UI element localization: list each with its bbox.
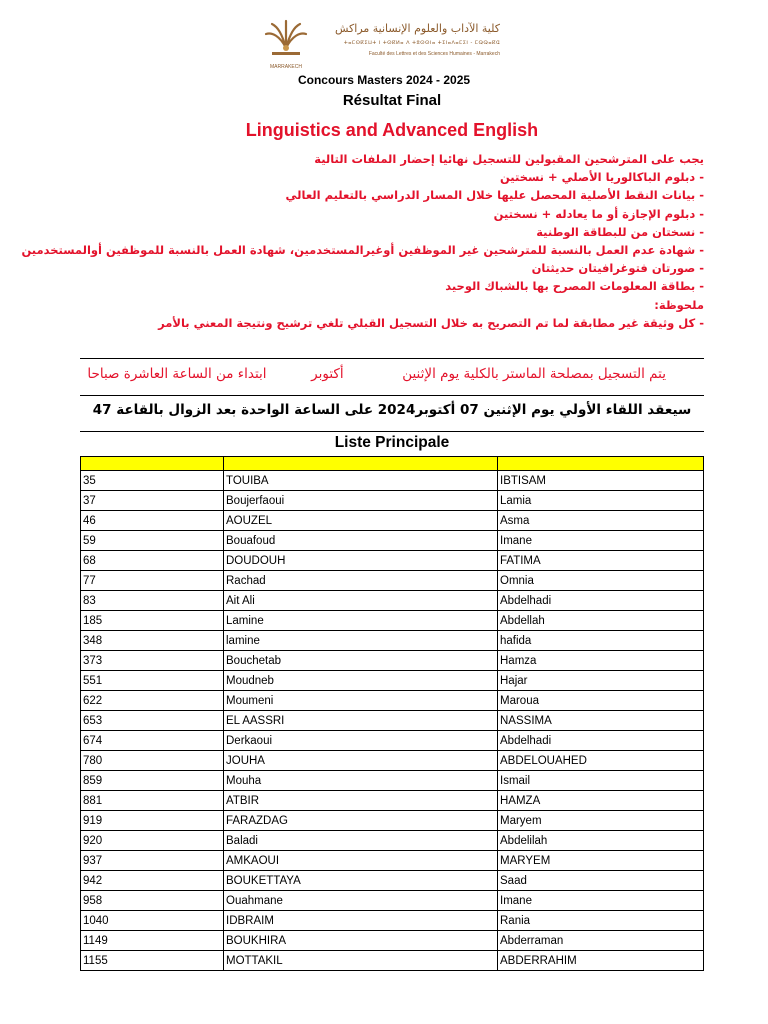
table-row	[81, 751, 704, 771]
row-number-cell: 859	[81, 771, 224, 791]
row-number-cell: 59	[81, 531, 224, 551]
result-title: Résultat Final	[342, 92, 442, 109]
header-cell	[498, 457, 704, 471]
row-number-cell: 958	[81, 891, 224, 911]
row-number-cell: 919	[81, 811, 224, 831]
list-title: Liste Principale	[334, 434, 450, 451]
notes-item: - شهادة عدم العمل بالنسبة للمترشحين غير الموظفين أوغيرالمستخدمين، شهادة العمل بالنسبة للموظفين أوالمستخدمين	[21, 243, 704, 258]
row-number-cell: 1040	[81, 911, 224, 931]
meeting-notice: سيعقد اللقاء الأولي يوم الإثنين 07 أكتوبر2024 على الساعة الواحدة بعد الزوال بالقاعة 47	[92, 402, 692, 418]
first-name-cell: Maryem	[498, 811, 704, 831]
last-name-cell: Derkaoui	[224, 731, 498, 751]
table-row	[81, 531, 704, 551]
table-row	[81, 571, 704, 591]
row-number-cell: 1155	[81, 951, 224, 971]
last-name-cell: Moumeni	[224, 691, 498, 711]
logo-arabic-name: كلية الآداب والعلوم الإنسانية مراكش	[335, 22, 500, 35]
table-row	[81, 771, 704, 791]
first-name-cell: Hamza	[498, 651, 704, 671]
last-name-cell: IDBRAIM	[224, 911, 498, 931]
table-row	[81, 811, 704, 831]
last-name-cell: JOUHA	[224, 751, 498, 771]
first-name-cell: MARYEM	[498, 851, 704, 871]
first-name-cell: Hajar	[498, 671, 704, 691]
first-name-cell: hafida	[498, 631, 704, 651]
table-row	[81, 931, 704, 951]
header-cell	[81, 457, 224, 471]
last-name-cell: Ouahmane	[224, 891, 498, 911]
table-row	[81, 591, 704, 611]
table-row	[81, 891, 704, 911]
last-name-cell: Bouchetab	[224, 651, 498, 671]
first-name-cell: Omnia	[498, 571, 704, 591]
first-name-cell: IBTISAM	[498, 471, 704, 491]
last-name-cell: AMKAOUI	[224, 851, 498, 871]
last-name-cell: Mouha	[224, 771, 498, 791]
registration-month: أكتوبر	[311, 366, 344, 382]
first-name-cell: Maroua	[498, 691, 704, 711]
first-name-cell: ABDERRAHIM	[498, 951, 704, 971]
row-number-cell: 373	[81, 651, 224, 671]
last-name-cell: TOUIBA	[224, 471, 498, 491]
first-name-cell: Abdelhadi	[498, 591, 704, 611]
last-name-cell: ATBIR	[224, 791, 498, 811]
row-number-cell: 35	[81, 471, 224, 491]
table-row	[81, 911, 704, 931]
table-header-row	[81, 457, 704, 471]
last-name-cell: lamine	[224, 631, 498, 651]
palm-logo-icon	[262, 18, 310, 70]
required-documents-notes	[21, 150, 704, 332]
table-row	[81, 951, 704, 971]
last-name-cell: Ait Ali	[224, 591, 498, 611]
logo-tifinagh-name: ⵜⴰⵎⵙⴽⵉⵡⵜ ⵏ ⵜⵙⴽⵍⴰ ⴷ ⵜⵓⵙⵙⵏⴰ ⵜⵉⵏⴰⴷⴰⵎⵉⵏ - ⵎⵕⵕⴰⴽⵛ	[343, 40, 500, 46]
registration-text-2: ابتداء من الساعة العاشرة صباحا	[87, 366, 267, 382]
table-row	[81, 871, 704, 891]
table-row	[81, 671, 704, 691]
first-name-cell: Abdellah	[498, 611, 704, 631]
logo-french-name: Faculté des Lettres et des Sciences Humaines - Marrakech	[368, 51, 500, 57]
first-name-cell: HAMZA	[498, 791, 704, 811]
row-number-cell: 881	[81, 791, 224, 811]
first-name-cell: ABDELOUAHED	[498, 751, 704, 771]
header-cell	[224, 457, 498, 471]
first-name-cell: Ismail	[498, 771, 704, 791]
notes-item: - دبلوم الإجازة أو ما يعادله + نسختين	[493, 206, 704, 221]
logo-city: MARRAKECH	[270, 64, 302, 70]
row-number-cell: 68	[81, 551, 224, 571]
first-name-cell: FATIMA	[498, 551, 704, 571]
first-name-cell: Saad	[498, 871, 704, 891]
table-row	[81, 731, 704, 751]
row-number-cell: 920	[81, 831, 224, 851]
table-row	[81, 691, 704, 711]
results-table	[80, 456, 704, 971]
table-row	[81, 551, 704, 571]
table-row	[81, 851, 704, 871]
last-name-cell: Lamine	[224, 611, 498, 631]
last-name-cell: MOTTAKIL	[224, 951, 498, 971]
row-number-cell: 551	[81, 671, 224, 691]
table-row	[81, 471, 704, 491]
table-row	[81, 511, 704, 531]
row-number-cell: 83	[81, 591, 224, 611]
registration-notice	[87, 366, 666, 382]
table-row	[81, 611, 704, 631]
last-name-cell: Moudneb	[224, 671, 498, 691]
table-row	[81, 711, 704, 731]
first-name-cell: Abdelilah	[498, 831, 704, 851]
last-name-cell: FARAZDAG	[224, 811, 498, 831]
table-row	[81, 651, 704, 671]
last-name-cell: Boujerfaoui	[224, 491, 498, 511]
first-name-cell: Lamia	[498, 491, 704, 511]
first-name-cell: Rania	[498, 911, 704, 931]
registration-text-1: يتم التسجيل بمصلحة الماستر بالكلية يوم الإثنين	[402, 366, 666, 382]
row-number-cell: 185	[81, 611, 224, 631]
last-name-cell: DOUDOUH	[224, 551, 498, 571]
divider	[80, 395, 704, 396]
notes-item: - بطاقة المعلومات المصرح بها بالشباك الوحيد	[445, 279, 704, 294]
table-row	[81, 831, 704, 851]
last-name-cell: AOUZEL	[224, 511, 498, 531]
table-row	[81, 491, 704, 511]
first-name-cell: Abderraman	[498, 931, 704, 951]
first-name-cell: NASSIMA	[498, 711, 704, 731]
notes-item: - صورتان فتوغرافيتان حديثتان	[531, 261, 704, 276]
row-number-cell: 77	[81, 571, 224, 591]
last-name-cell: BOUKETTAYA	[224, 871, 498, 891]
row-number-cell: 348	[81, 631, 224, 651]
table-row	[81, 791, 704, 811]
divider	[80, 358, 704, 359]
row-number-cell: 622	[81, 691, 224, 711]
notes-intro: يجب على المترشحين المقبولين للتسجيل نهائيا إحضار الملفات التالية	[314, 152, 704, 166]
contest-title: Concours Masters 2024 - 2025	[297, 73, 471, 87]
first-name-cell: Imane	[498, 891, 704, 911]
first-name-cell: Asma	[498, 511, 704, 531]
row-number-cell: 46	[81, 511, 224, 531]
row-number-cell: 780	[81, 751, 224, 771]
first-name-cell: Abdelhadi	[498, 731, 704, 751]
first-name-cell: Imane	[498, 531, 704, 551]
row-number-cell: 37	[81, 491, 224, 511]
last-name-cell: EL AASSRI	[224, 711, 498, 731]
notes-remark: - كل وثيقة غير مطابقة لما تم التصريح به خلال التسجيل القبلي تلغي ترشيح ونتيجة المعني بالأمر	[158, 315, 704, 330]
last-name-cell: Bouafoud	[224, 531, 498, 551]
faculty-logo	[262, 18, 502, 74]
notes-item: - دبلوم الباكالوريا الأصلي + نسختين	[499, 170, 704, 185]
row-number-cell: 674	[81, 731, 224, 751]
last-name-cell: Baladi	[224, 831, 498, 851]
notes-item: - نسختان من للبطاقة الوطنية	[536, 224, 704, 239]
divider	[80, 431, 704, 432]
notes-item: - بيانات النقط الأصلية المحصل عليها خلال المسار الدراسي بالتعليم العالي	[285, 188, 704, 203]
last-name-cell: BOUKHIRA	[224, 931, 498, 951]
last-name-cell: Rachad	[224, 571, 498, 591]
row-number-cell: 653	[81, 711, 224, 731]
program-title: Linguistics and Advanced English	[245, 120, 539, 140]
row-number-cell: 937	[81, 851, 224, 871]
notes-remark-label: ملحوظة:	[654, 297, 704, 312]
row-number-cell: 1149	[81, 931, 224, 951]
row-number-cell: 942	[81, 871, 224, 891]
table-row	[81, 631, 704, 651]
